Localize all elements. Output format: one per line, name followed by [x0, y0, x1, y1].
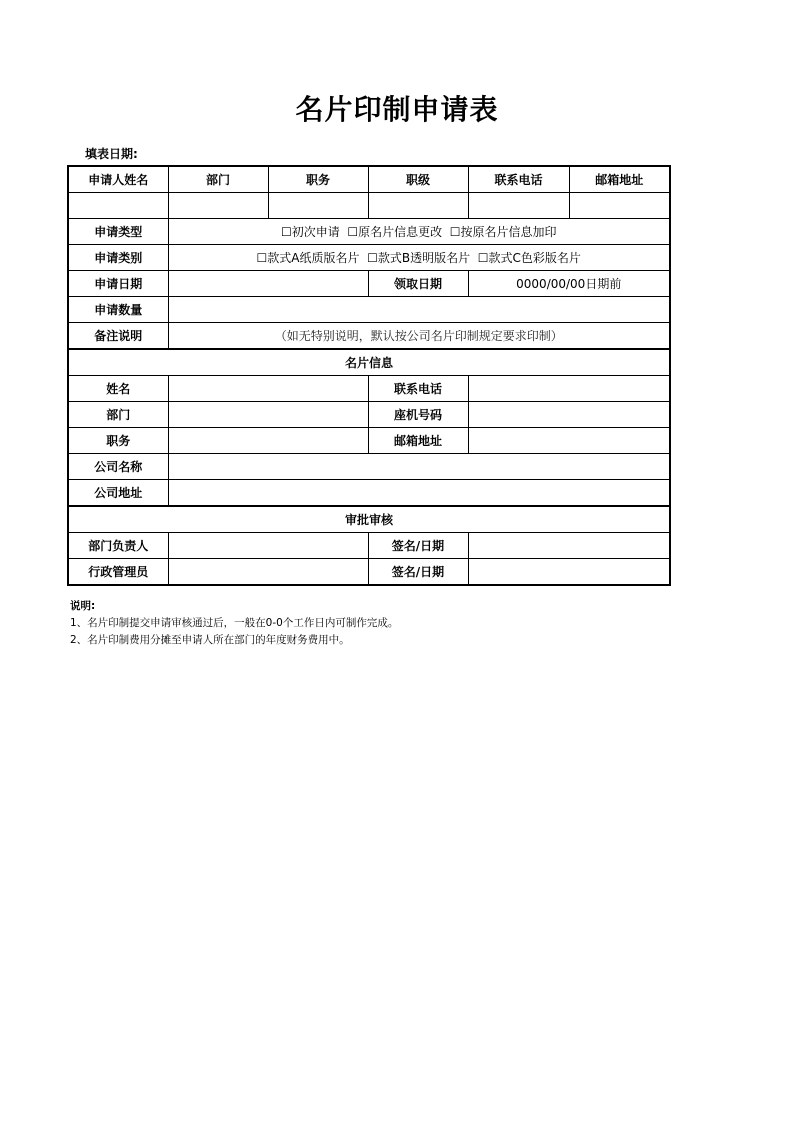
company-address-row: [68, 480, 670, 507]
company-address-label: 公司地址: [68, 480, 168, 507]
header-phone: 联系电话: [468, 166, 569, 193]
applicant-name-cell[interactable]: [68, 193, 168, 219]
notes-heading: 说明:: [70, 600, 96, 612]
card-dept-value[interactable]: [168, 402, 368, 428]
header-email: 邮箱地址: [569, 166, 670, 193]
applicant-department-cell[interactable]: [168, 193, 268, 219]
admin-value[interactable]: [168, 559, 368, 586]
applicant-phone-cell[interactable]: [468, 193, 569, 219]
option-style-c[interactable]: ☐款式C色彩版名片: [477, 251, 581, 265]
approval-section-title: 审批审核: [68, 506, 670, 533]
applicant-input-row: [68, 193, 670, 219]
card-email-label: 邮箱地址: [368, 428, 468, 454]
card-info-section-title: 名片信息: [68, 349, 670, 376]
option-style-b[interactable]: ☐款式B透明版名片: [367, 251, 471, 265]
card-position-label: 职务: [68, 428, 168, 454]
card-landline-value[interactable]: [468, 402, 670, 428]
apply-type-label: 申请类型: [68, 219, 168, 245]
note-item-2: 2、名片印制费用分摊至申请人所在部门的年度财务费用中。: [70, 634, 350, 646]
admin-row: [68, 559, 670, 586]
applicant-email-cell[interactable]: [569, 193, 670, 219]
approval-section-row: [68, 506, 670, 533]
header-position: 职务: [268, 166, 368, 193]
card-dept-label: 部门: [68, 402, 168, 428]
quantity-row: [68, 297, 670, 323]
header-applicant-name: 申请人姓名: [68, 166, 168, 193]
header-row: [68, 166, 670, 193]
card-phone-value[interactable]: [468, 376, 670, 402]
remarks-row: [68, 323, 670, 350]
option-reprint[interactable]: ☐按原名片信息加印: [449, 225, 557, 239]
option-info-change[interactable]: ☐原名片信息更改: [347, 225, 443, 239]
date-row: [68, 271, 670, 297]
applicant-rank-cell[interactable]: [368, 193, 468, 219]
applicant-position-cell[interactable]: [268, 193, 368, 219]
card-position-row: [68, 428, 670, 454]
note-item-1: 1、名片印制提交申请审核通过后，一般在0-0个工作日内可制作完成。: [70, 617, 399, 629]
card-phone-label: 联系电话: [368, 376, 468, 402]
apply-date-value[interactable]: [168, 271, 368, 297]
company-address-value[interactable]: [168, 480, 670, 507]
option-first-apply[interactable]: ☐初次申请: [280, 225, 340, 239]
company-name-row: [68, 454, 670, 480]
card-info-section-row: [68, 349, 670, 376]
apply-type-options: [168, 219, 670, 245]
remarks-value[interactable]: （如无特别说明，默认按公司名片印制规定要求印制）: [168, 323, 670, 350]
card-landline-label: 座机号码: [368, 402, 468, 428]
card-position-value[interactable]: [168, 428, 368, 454]
pickup-date-label: 领取日期: [368, 271, 468, 297]
admin-sign-label: 签名/日期: [368, 559, 468, 586]
card-dept-row: [68, 402, 670, 428]
remarks-label: 备注说明: [68, 323, 168, 350]
option-style-a[interactable]: ☐款式A纸质版名片: [256, 251, 360, 265]
apply-date-label: 申请日期: [68, 271, 168, 297]
card-email-value[interactable]: [468, 428, 670, 454]
header-rank: 职级: [368, 166, 468, 193]
dept-sign-value[interactable]: [468, 533, 670, 559]
company-name-label: 公司名称: [68, 454, 168, 480]
card-name-row: [68, 376, 670, 402]
notes: [70, 598, 398, 649]
card-name-label: 姓名: [68, 376, 168, 402]
page-title: 名片印制申请表: [295, 93, 499, 126]
dept-head-value[interactable]: [168, 533, 368, 559]
quantity-value[interactable]: [168, 297, 670, 323]
dept-head-row: [68, 533, 670, 559]
apply-category-label: 申请类别: [68, 245, 168, 271]
dept-sign-label: 签名/日期: [368, 533, 468, 559]
admin-sign-value[interactable]: [468, 559, 670, 586]
apply-category-row: [68, 245, 670, 271]
admin-label: 行政管理员: [68, 559, 168, 586]
dept-head-label: 部门负责人: [68, 533, 168, 559]
card-name-value[interactable]: [168, 376, 368, 402]
application-form-table: [67, 165, 671, 586]
pickup-date-value[interactable]: 0000/00/00日期前: [468, 271, 670, 297]
quantity-label: 申请数量: [68, 297, 168, 323]
apply-category-options: [168, 245, 670, 271]
header-department: 部门: [168, 166, 268, 193]
apply-type-row: [68, 219, 670, 245]
company-name-value[interactable]: [168, 454, 670, 480]
fill-date-label: 填表日期:: [85, 147, 138, 161]
